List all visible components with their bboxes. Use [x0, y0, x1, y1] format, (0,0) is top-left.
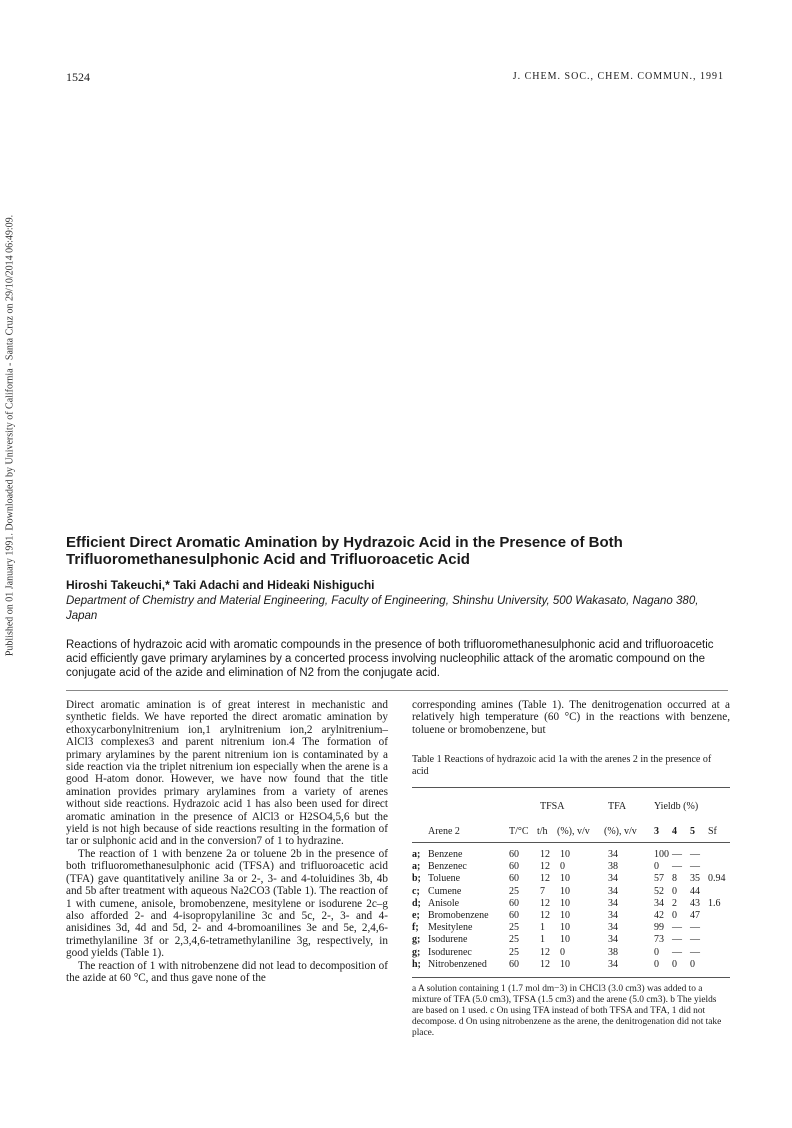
table-header: (%), v/v — [557, 826, 590, 837]
table-cell: b; — [412, 873, 421, 885]
table-header: Sf — [708, 826, 717, 837]
table-cell: a; — [412, 849, 421, 860]
table-group-header: Yieldb (%) — [654, 801, 699, 812]
table-cell: 34 — [608, 922, 618, 934]
table-cell: 99 — [654, 922, 664, 934]
table-cell: 47 — [690, 910, 700, 921]
table-cell: — — [672, 849, 682, 860]
table-cell: 52 — [654, 885, 664, 897]
table-cell: 25 — [509, 934, 519, 946]
header-divider — [66, 690, 728, 691]
table-cell: 34 — [608, 934, 618, 946]
table-group-header: TFSA — [540, 801, 565, 812]
table-cell: 1 — [540, 934, 545, 946]
table-cell: 2 — [672, 897, 677, 909]
table-cell: 60 — [509, 897, 519, 909]
table-caption: Table 1 Reactions of hydrazoic acid 1a with the arenes 2 in the presence of acid — [412, 754, 712, 777]
table-header: 5 — [690, 826, 695, 837]
table-cell: — — [672, 934, 682, 946]
table-cell: — — [672, 861, 682, 873]
table-cell: 34 — [608, 958, 618, 970]
table-cell: 100 — [654, 849, 669, 860]
body-paragraph: Direct aromatic amination is of great interest in mechanistic and synthetic fields. We have reported the direct aromatic amination by ethoxycarbonylnitrenium ion,1 arylnitrenium ion,2 arylnitrenium–AlCl3 complexes3 and parent nitrenium ion.4 The formation of primary arylamines by the parent nitrenium ion is contaminated by a side reaction via the triplet nitrenium ion especially when the arene is a good H-atom donor. However, we have now found that the title amination provides primary arylamines from a variety of arenes without side reactions. Hydrazoic acid 1 has also been used for direct aromatic amination in the presence of AlCl3 or H2SO4,5,6 but the yield is not high because of side reactions resulting in the formation of tar or sulphonic acid and in the conversion7 of 1 to hydrazine. — [66, 699, 388, 848]
table-cell: 10 — [560, 885, 570, 897]
table-cell: 43 — [690, 897, 700, 909]
table-cell: 38 — [608, 861, 618, 873]
table-header: 4 — [672, 826, 677, 837]
table-cell: 0 — [654, 958, 659, 970]
table-cell: Benzenec — [428, 861, 467, 873]
table-cell: c; — [412, 885, 420, 897]
table-cell: 0 — [560, 946, 565, 958]
table-group-header: TFA — [608, 801, 627, 812]
table-cell: a; — [412, 861, 421, 873]
table-cell: 44 — [690, 885, 700, 897]
table-cell: Isodurene — [428, 934, 468, 946]
table-cell: 0 — [690, 958, 695, 970]
table-cell: Anisole — [428, 897, 460, 909]
table-cell: Nitrobenzened — [428, 958, 487, 970]
article-affiliation: Department of Chemistry and Material Engineering, Faculty of Engineering, Shinshu University, 500 Wakasato, Nagano 380, Japan — [66, 595, 699, 622]
table-cell: — — [690, 946, 700, 958]
table-cell: 10 — [560, 873, 570, 885]
table-cell: 73 — [654, 934, 664, 946]
body-left-column — [66, 699, 388, 984]
table-cell: 34 — [608, 897, 618, 909]
table-cell: 0 — [560, 861, 565, 873]
table-cell: 34 — [608, 910, 618, 921]
table-cell: 12 — [540, 873, 550, 885]
table-header: Arene 2 — [428, 826, 460, 837]
table-header: 3 — [654, 826, 659, 837]
table-cell: 25 — [509, 922, 519, 934]
table-cell: — — [690, 934, 700, 946]
table-cell: 10 — [560, 922, 570, 934]
table-cell: 0 — [672, 910, 677, 921]
article-authors: Hiroshi Takeuchi,* Taki Adachi and Hideaki Nishiguchi — [66, 578, 375, 592]
table-cell: 10 — [560, 934, 570, 946]
journal-header: J. CHEM. SOC., CHEM. COMMUN., 1991 — [512, 71, 724, 82]
body-paragraph: The reaction of 1 with benzene 2a or toluene 2b in the presence of both trifluoromethanesulphonic acid (TFSA) and trifluoroacetic acid (TFA) gave quantitatively aniline 3a or 2-, 3- and 4-toluidines 3b, 4b and 5b after treatment with aqueous Na2CO3 (Table 1). The reaction of 1 with cumene, anisole, bromobenzene, mesitylene or isodurene 2c–g also afforded 2- and 4-isopropylaniline 3c and 5c, 2-, 3- and 4-anisidines 3d, 4d and 5d, 2- and 4-bromoanilines 3e and 5e, 2,4,6-trimethylaniline 3f or 2,3,4,6-tetramethylaniline 3g, respectively, in good yields (Table 1). — [66, 847, 388, 960]
table-cell: Benzene — [428, 849, 463, 860]
table-cell: Isodurenec — [428, 946, 472, 958]
table-cell: e; — [412, 910, 420, 921]
table-cell: 12 — [540, 861, 550, 873]
table-top-rule — [412, 787, 730, 788]
table-cell: f; — [412, 922, 419, 934]
table-cell: g; — [412, 946, 421, 958]
table-cell: 12 — [540, 897, 550, 909]
table-cell: 1.6 — [708, 897, 721, 909]
table-cell: 34 — [654, 897, 664, 909]
table-cell: 0 — [672, 885, 677, 897]
table-cell: 42 — [654, 910, 664, 921]
table-cell: 25 — [509, 946, 519, 958]
table-cell: 60 — [509, 910, 519, 921]
table-cell: 35 — [690, 873, 700, 885]
article-title: Efficient Direct Aromatic Amination by Hydrazoic Acid in the Presence of Both Trifluoromethanesulphonic Acid and Trifluoroacetic Acid — [66, 534, 623, 568]
table-cell: 34 — [608, 885, 618, 897]
table-cell: 0 — [654, 946, 659, 958]
table-cell: 60 — [509, 958, 519, 970]
table-header-rule — [412, 842, 730, 843]
table-cell: 57 — [654, 873, 664, 885]
table-header: t/h — [537, 826, 548, 837]
table-cell: 38 — [608, 946, 618, 958]
table-cell: d; — [412, 897, 421, 909]
table-cell: Bromobenzene — [428, 910, 489, 921]
table-cell: — — [690, 922, 700, 934]
table-cell: Mesitylene — [428, 922, 473, 934]
body-paragraph: The reaction of 1 with nitrobenzene did not lead to decomposition of the azide at 60 °C, and thus gave none of the — [66, 959, 388, 984]
table-cell: 10 — [560, 897, 570, 909]
table-cell: g; — [412, 934, 421, 946]
table-cell: — — [672, 946, 682, 958]
table-cell: 12 — [540, 849, 550, 860]
article-abstract: Reactions of hydrazoic acid with aromatic compounds in the presence of both trifluoromethanesulphonic acid and trifluoroacetic acid efficiently gave primary arylamines by a concerted process involving nucleophilic attack of the aromatic compound on the conjugate acid of the azide and elimination of N2 from the conjugate acid. — [66, 639, 714, 679]
table-cell: 10 — [560, 958, 570, 970]
table-cell: 12 — [540, 958, 550, 970]
table-cell: 60 — [509, 849, 519, 860]
table-cell: 0 — [654, 861, 659, 873]
table-cell: 8 — [672, 873, 677, 885]
table-cell: 7 — [540, 885, 545, 897]
table-cell: — — [690, 849, 700, 860]
table-cell: 1 — [540, 922, 545, 934]
table-cell: 60 — [509, 873, 519, 885]
table-footnotes: a A solution containing 1 (1.7 mol dm−3) in CHCl3 (3.0 cm3) was added to a mixture of TFA (5.0 cm3), TFSA (1.5 cm3) and the arene (5.0 cm3). b The yields are based on 1 used. c On using TFA instead of both TFSA and TFA, 1 did not decompose. d On using nitrobenzene as the arene, the denitrogenation did not take place. — [412, 984, 722, 1038]
table-cell: h; — [412, 958, 421, 970]
table-cell: 12 — [540, 946, 550, 958]
download-watermark: Published on 01 January 1991. Downloaded by University of California - Santa Cruz on 29/10/2014 06:49:09. — [4, 214, 16, 657]
table-cell: 10 — [560, 910, 570, 921]
body-right-paragraph: corresponding amines (Table 1). The denitrogenation occurred at a relatively high temperature (60 °C) in the reactions with benzene, toluene or bromobenzene, but — [412, 699, 730, 736]
table-bottom-rule — [412, 977, 730, 978]
table-cell: 0 — [672, 958, 677, 970]
table-cell: — — [690, 861, 700, 873]
table-cell: 10 — [560, 849, 570, 860]
table-header: (%), v/v — [604, 826, 637, 837]
table-cell: 34 — [608, 849, 618, 860]
table-cell: 12 — [540, 910, 550, 921]
table-cell: Cumene — [428, 885, 462, 897]
table-cell: Toluene — [428, 873, 461, 885]
table-cell: 60 — [509, 861, 519, 873]
table-cell: — — [672, 922, 682, 934]
table-cell: 34 — [608, 873, 618, 885]
table-cell: 0.94 — [708, 873, 726, 885]
table-cell: 25 — [509, 885, 519, 897]
table-header: T/°C — [509, 826, 529, 837]
page-number: 1524 — [66, 70, 90, 84]
